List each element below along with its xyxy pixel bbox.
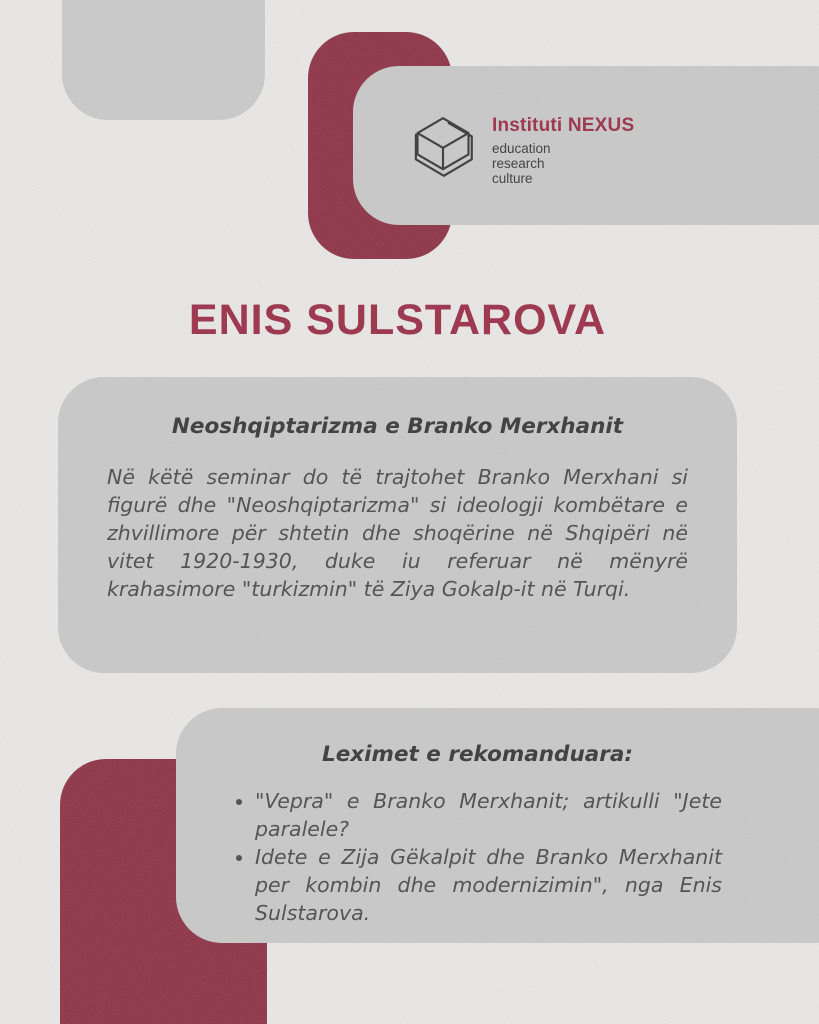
logo-tagline-line: research: [492, 156, 545, 171]
top-left-gray-shape: [62, 0, 265, 120]
logo-org-name: Instituti NEXUS: [492, 115, 635, 136]
seminar-heading: Neoshqiptarizma e Branko Merxhanit: [171, 414, 624, 439]
seminar-panel: [58, 377, 737, 673]
readings-content: [233, 787, 722, 927]
readings-panel: [176, 708, 819, 943]
readings-heading: Leximet e rekomanduara:: [322, 742, 633, 767]
seminar-paragraph: Në këtë seminar do të trajtohet Branko Merxhani si figurë dhe "Neoshqiptarizma" si ideologji kombëtare e zhvillimore për shtetin dhe shoqërine në Shqipëri në vitet 1920-1930, duke iu referuar në mënyrë krahasimore "turkizmin" të Ziya Gokalp-it në Turqi.: [107, 465, 688, 601]
cube-wireframe-icon: [406, 110, 480, 184]
readings-list: [233, 787, 722, 927]
reading-item: • "Vepra" e Branko Merxhanit; artikulli "Jete paralele?: [255, 787, 722, 843]
logo-tagline: [492, 141, 634, 186]
logo-text-block: [492, 116, 634, 186]
reading-item: • Idete e Zija Gëkalpit dhe Branko Merxhanit per kombin dhe modernizimin", nga Enis Sulstarova.: [255, 843, 722, 927]
logo-tagline-line: culture: [492, 171, 533, 186]
logo-tagline-line: education: [492, 141, 551, 156]
page-title: ENIS SULSTAROVA: [188, 296, 607, 344]
